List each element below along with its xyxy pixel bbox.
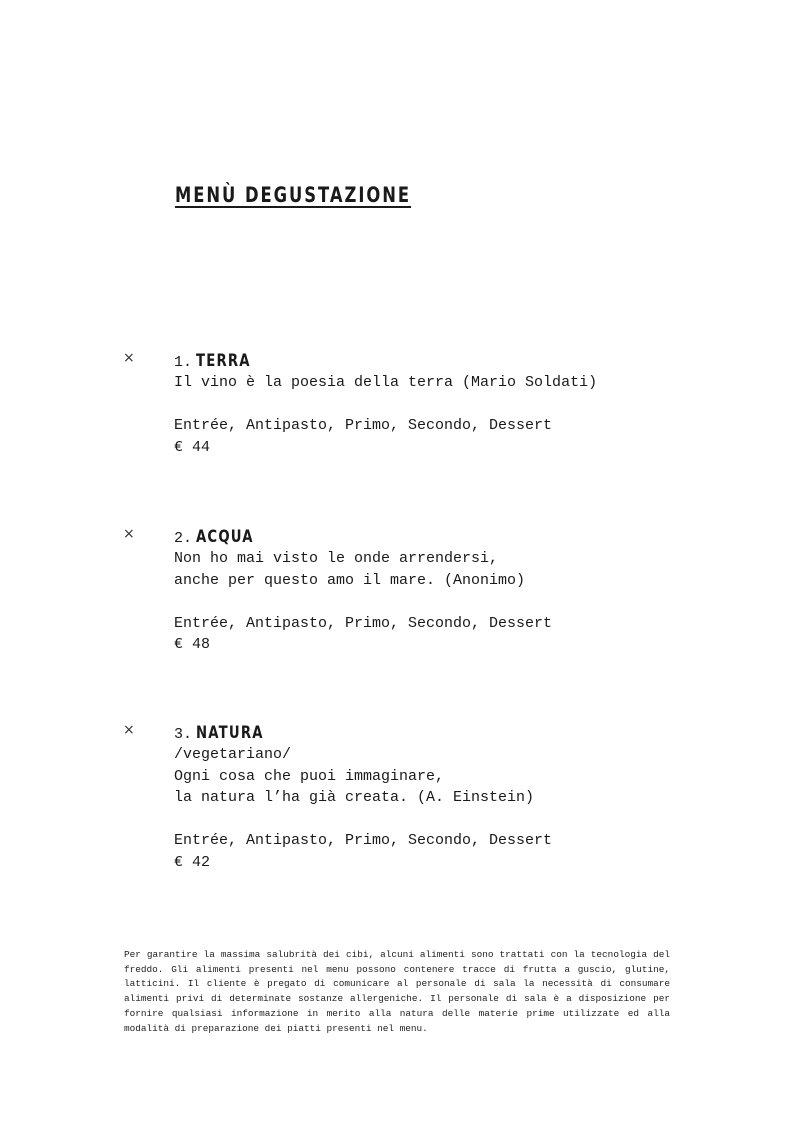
menu-item-courses: Entrée, Antipasto, Primo, Secondo, Dessert — [174, 417, 553, 434]
cross-icon: × — [123, 722, 135, 738]
menu-item-courses: Entrée, Antipasto, Primo, Secondo, Dessert — [174, 614, 553, 632]
menu-item-tag: /vegetariano/ — [174, 746, 292, 763]
menu-item-number: 2. — [174, 530, 193, 547]
menu-item-price: € 44 — [174, 438, 211, 456]
menu-item-price: € 48 — [174, 636, 211, 653]
menu-item-number: 1. — [174, 354, 193, 371]
menu-item-courses: Entrée, Antipasto, Primo, Secondo, Dessert — [174, 832, 553, 849]
menu-item-quote: Ogni cosa che puoi immaginare, — [174, 767, 445, 785]
menu-item-heading — [174, 350, 597, 372]
allergen-disclaimer: Per garantire la massima salubrità dei cibi, alcuni alimenti sono trattati con la tecnologia del freddo. Gli alimenti presenti nel menu possono contenere tracce di frutta a guscio, glutine, latticini. Il cliente è pregato di comunicare al personale di sala la necessità di consumare alimenti privi di determinate sostanze allergeniche. Il personale di sala è a disposizione per fornire qualsiasi informazione in merito alla natura delle materie prime utilizzate ed alla modalità di preparazione dei piatti presenti nel menu. — [124, 949, 670, 1034]
menu-item-number: 3. — [174, 726, 193, 743]
page-title: MENÙ DEGUSTAZIONE — [175, 183, 412, 207]
menu-item-name: TERRA — [196, 351, 251, 371]
menu-item-name: ACQUA — [196, 527, 254, 547]
menu-item-quote: Il vino è la poesia della terra (Mario Soldati) — [174, 374, 598, 391]
cross-icon: × — [123, 350, 135, 366]
menu-item-quote: anche per questo amo il mare. (Anonimo) — [174, 571, 526, 589]
menu-item-quote: Non ho mai visto le onde arrendersi, — [174, 550, 499, 567]
menu-item-heading — [174, 722, 552, 744]
cross-icon: × — [123, 526, 135, 542]
menu-item-quote: la natura l’ha già creata. (A. Einstein) — [174, 789, 535, 806]
menu-item-price: € 42 — [174, 853, 211, 871]
menu-item-name: NATURA — [196, 723, 264, 743]
menu-item-heading — [174, 526, 552, 548]
